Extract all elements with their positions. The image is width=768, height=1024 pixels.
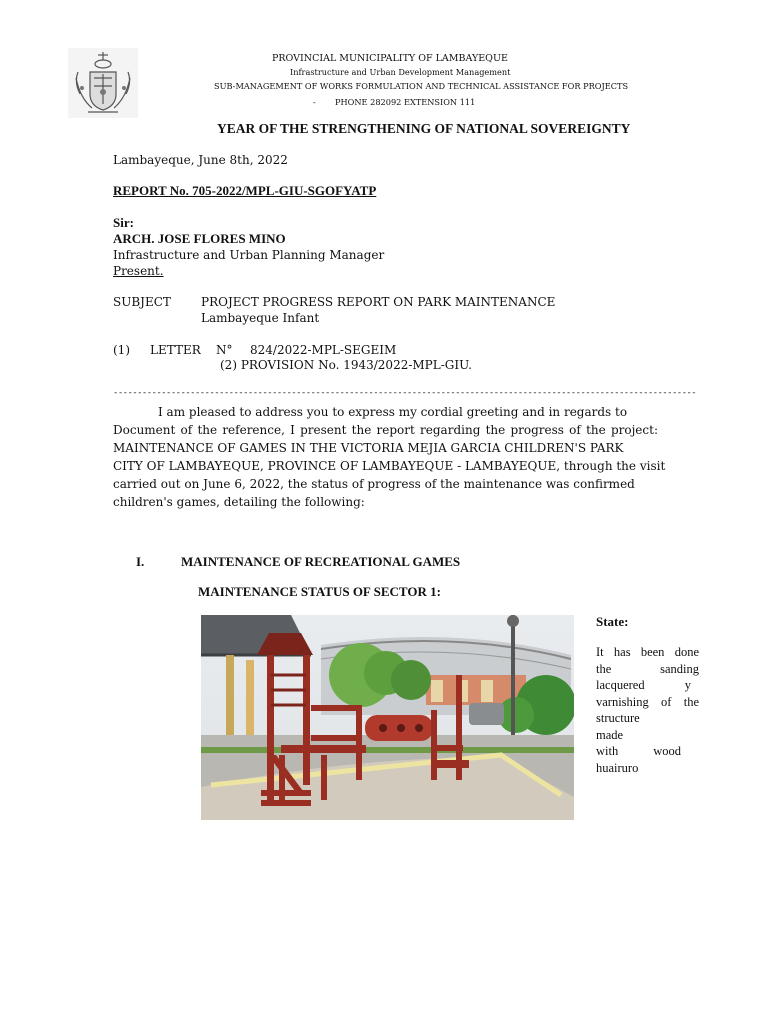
body-paragraph <box>113 403 666 511</box>
ref1-code: 824/2022-MPL-SEGEIM <box>250 343 397 357</box>
coat-of-arms-logo <box>68 48 138 118</box>
body-line: Document of the reference, I present the report regarding the progress of the project: <box>113 423 658 437</box>
state-line: made <box>596 727 624 742</box>
header-management: Infrastructure and Urban Development Management <box>290 67 511 77</box>
ref1-no: N° <box>216 343 233 357</box>
section-title: MAINTENANCE OF RECREATIONAL GAMES <box>181 554 461 569</box>
subject-line-2: Lambayeque Infant <box>201 311 320 325</box>
present: Present. <box>113 264 164 278</box>
body-line: MAINTENANCE OF GAMES IN THE VICTORIA MEJIA GARCIA CHILDREN'S PARK <box>113 441 624 455</box>
state-line: structure <box>596 711 640 725</box>
state-line: varnishing of the <box>596 694 699 709</box>
header-submanagement: SUB-MANAGEMENT OF WORKS FORMULATION AND TECHNICAL ASSISTANCE FOR PROJECTS <box>214 81 629 91</box>
body-line: CITY OF LAMBAYEQUE, PROVINCE OF LAMBAYEQUE - LAMBAYEQUE, through the visit <box>113 459 666 473</box>
body-line: carried out on June 6, 2022, the status of progress of the maintenance was confirmed <box>113 477 635 491</box>
header-phone: PHONE 282092 EXTENSION 111 <box>335 97 476 107</box>
addressee-position: Infrastructure and Urban Planning Manager <box>113 248 385 262</box>
section-numeral: I. <box>136 554 145 569</box>
state-line: with wood <box>596 744 681 758</box>
state-description <box>596 644 699 776</box>
header-dash: - <box>313 97 316 107</box>
ref1-word: LETTER <box>150 343 201 357</box>
salutation: Sir: <box>113 215 134 230</box>
state-label: State: <box>596 614 629 629</box>
header-municipality: PROVINCIAL MUNICIPALITY OF LAMBAYEQUE <box>272 53 508 64</box>
state-line: It has been done <box>596 645 699 659</box>
addressee-name: ARCH. JOSE FLORES MINO <box>113 231 286 246</box>
report-number: REPORT No. 705-2022/MPL-GIU-SGOFYATP <box>113 183 377 198</box>
ref1-number: (1) <box>113 343 130 357</box>
section-subtitle: MAINTENANCE STATUS OF SECTOR 1: <box>198 584 441 599</box>
subject-line-1: PROJECT PROGRESS REPORT ON PARK MAINTENANCE <box>201 295 556 309</box>
year-title: YEAR OF THE STRENGTHENING OF NATIONAL SOVEREIGNTY <box>217 121 631 136</box>
state-line: lacquered y <box>596 678 691 692</box>
ref2: (2) PROVISION No. 1943/2022-MPL-GIU. <box>220 358 472 372</box>
playground-photo <box>201 615 574 820</box>
body-line: children's games, detailing the following: <box>113 495 365 509</box>
place-date: Lambayeque, June 8th, 2022 <box>113 153 288 167</box>
body-line: I am pleased to address you to express my cordial greeting and in regards to <box>158 405 628 419</box>
state-line: the sanding <box>596 661 699 676</box>
state-line: huairuro <box>596 760 639 775</box>
divider-line: ------------------------------------------------------------------------------------------------------------------------- <box>113 388 697 398</box>
subject-label: SUBJECT <box>113 295 171 309</box>
